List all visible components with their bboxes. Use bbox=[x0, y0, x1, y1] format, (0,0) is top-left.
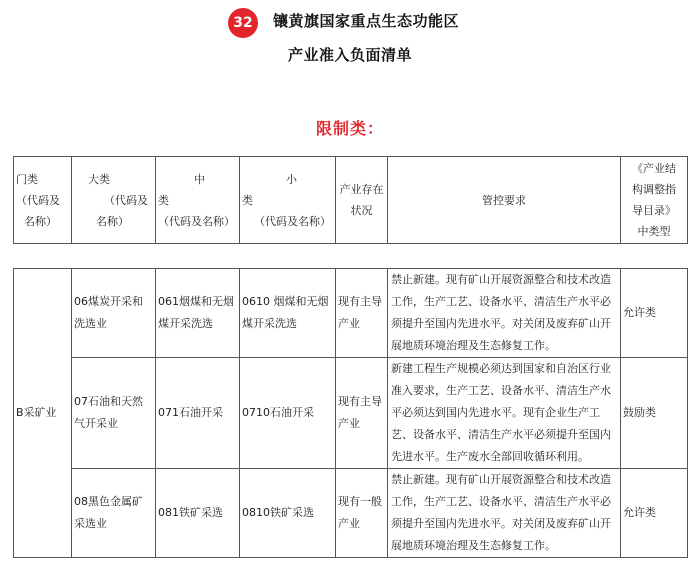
number-badge: 32 bbox=[228, 8, 258, 38]
table-row bbox=[14, 469, 688, 558]
cell-catalog: 允许类 bbox=[621, 269, 688, 358]
cell-zhong: 061烟煤和无烟 煤开采洗选 bbox=[156, 269, 240, 358]
cell-zhong: 081铁矿采选 bbox=[156, 469, 240, 558]
cell-status: 现有主导 产业 bbox=[336, 358, 388, 469]
cell-da: 06煤炭开采和 洗选业 bbox=[72, 269, 156, 358]
body-table bbox=[13, 268, 688, 558]
cell-catalog: 鼓励类 bbox=[621, 358, 688, 469]
col-header-zhong: 中 类 （代码及名称） bbox=[156, 157, 240, 244]
cell-zhong: 071石油开采 bbox=[156, 358, 240, 469]
cell-men: B采矿业 bbox=[14, 269, 72, 558]
cell-control: 禁止新建。现有矿山开展资源整合和技术改造 工作，生产工艺、设备水平、清洁生产水平必 须提升至国内先进水平。对关闭及废弃矿山开 展地质环境治理及生态修复工作。 bbox=[388, 469, 621, 558]
col-header-men: 门类 （代码及 名称） bbox=[14, 157, 72, 244]
cell-catalog: 允许类 bbox=[621, 469, 688, 558]
cell-status: 现有主导 产业 bbox=[336, 269, 388, 358]
col-header-catalog: 《产业结 构调整指 导目录》 中类型 bbox=[621, 157, 688, 244]
cell-da: 08黑色金属矿 采选业 bbox=[72, 469, 156, 558]
table-row bbox=[14, 269, 688, 358]
col-header-control: 管控要求 bbox=[388, 157, 621, 244]
table-row bbox=[14, 358, 688, 469]
col-header-da: 大类 （代码及 名称） bbox=[72, 157, 156, 244]
title-line-1: 镶黄旗国家重点生态功能区 bbox=[273, 12, 460, 30]
cell-control: 新建工程生产规模必须达到国家和自治区行业 准入要求，生产工艺、设备水平、清洁生产水 平必须达到国内先进水平。现有企业生产工 艺、设备水平、清洁生产水平必须提升至国内 先进水平。生产废水全部回收循环利用。 bbox=[388, 358, 621, 469]
cell-xiao: 0710石油开采 bbox=[240, 358, 336, 469]
col-header-status: 产业存在 状况 bbox=[336, 157, 388, 244]
cell-xiao: 0810铁矿采选 bbox=[240, 469, 336, 558]
page-header bbox=[0, 0, 700, 138]
title-line-2: 产业准入负面清单 bbox=[287, 46, 412, 64]
cell-da: 07石油和天然 气开采业 bbox=[72, 358, 156, 469]
cell-control: 禁止新建。现有矿山开展资源整合和技术改造 工作，生产工艺、设备水平、清洁生产水平必 须提升至国内先进水平。对关闭及废弃矿山开 展地质环境治理及生态修复工作。 bbox=[388, 269, 621, 358]
header-table bbox=[13, 156, 688, 244]
cell-xiao: 0610 烟煤和无烟 煤开采洗选 bbox=[240, 269, 336, 358]
section-heading: 限制类： bbox=[315, 119, 384, 138]
header-row bbox=[14, 157, 688, 244]
col-header-xiao: 小 类 （代码及名称） bbox=[240, 157, 336, 244]
cell-status: 现有一般 产业 bbox=[336, 469, 388, 558]
